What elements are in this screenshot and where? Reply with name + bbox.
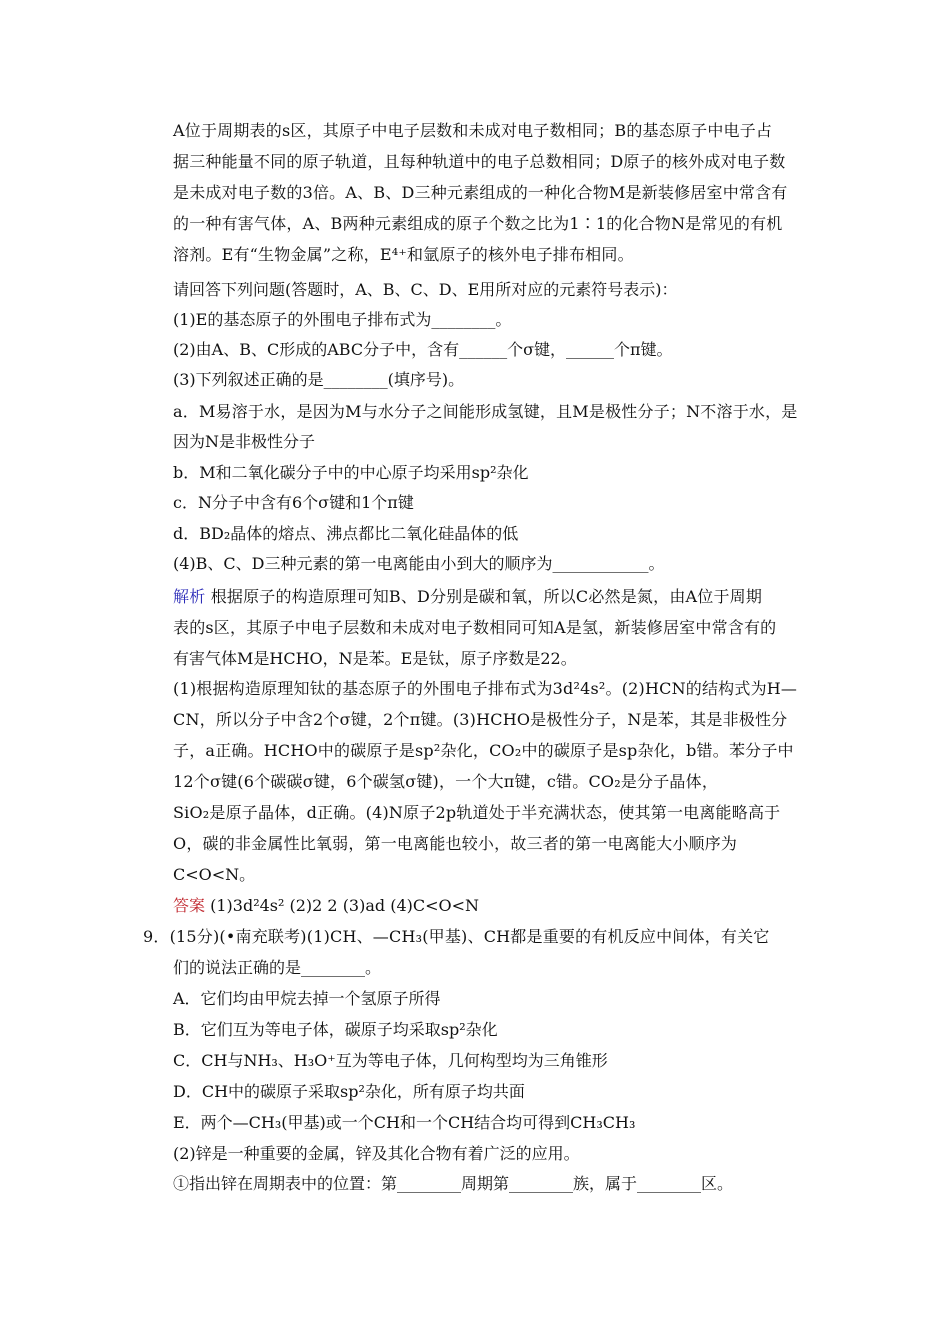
- option-a-line-2: 因为N是非极性分子: [173, 432, 316, 451]
- intro-line-4: 的一种有害气体，A、B两种元素组成的原子个数之比为1∶1的化合物N是常见的有机: [173, 214, 783, 233]
- question-4: (4)B、C、D三种元素的第一电离能由小到大的顺序为____________。: [173, 554, 665, 573]
- intro-line-3: 是未成对电子数的3倍。A、B、D三种元素组成的一种化合物M是新装修居室中常含有: [173, 183, 788, 202]
- q9-option-c: C．CH与NH₃、H₃O⁺互为等电子体，几何构型均为三角锥形: [173, 1051, 608, 1070]
- intro-line-5: 溶剂。E有“生物金属”之称，E⁴⁺和氩原子的核外电子排布相同。: [173, 245, 634, 264]
- question-3: (3)下列叙述正确的是________(填序号)。: [173, 370, 465, 389]
- q9-part-2-sub-1: ①指出锌在周期表中的位置：第________周期第________族，属于________区。: [173, 1174, 734, 1193]
- answer-label: 答案: [173, 896, 206, 915]
- answer-text: (1)3d²4s² (2)2 2 (3)ad (4)C<O<N: [205, 896, 480, 915]
- option-a-line-1: a．M易溶于水，是因为M与水分子之间能形成氢键，且M是极性分子；N不溶于水，是: [173, 402, 798, 421]
- question-1: (1)E的基态原子的外围电子排布式为________。: [173, 310, 512, 329]
- question-2: (2)由A、B、C形成的ABC分子中，含有______个σ键，______个π键。: [173, 340, 673, 359]
- q9-option-d: D．CH中的碳原子采取sp²杂化，所有原子均共面: [173, 1082, 525, 1101]
- q9-option-e: E．两个—CH₃(甲基)或一个CH和一个CH结合均可得到CH₃CH₃: [173, 1113, 636, 1132]
- analysis-line-8: SiO₂是原子晶体，d正确。(4)N原子2p轨道处于半充满状态，使其第一电离能略高于: [173, 803, 781, 822]
- analysis-line-7: 12个σ键(6个碳碳σ键，6个碳氢σ键)，一个大π键，c错。CO₂是分子晶体，: [173, 772, 719, 791]
- option-d: d．BD₂晶体的熔点、沸点都比二氧化硅晶体的低: [173, 524, 519, 543]
- analysis-text-1: 根据原子的构造原理可知B、D分别是碳和氧，所以C必然是氮，由A位于周期: [205, 587, 763, 606]
- option-c: c．N分子中含有6个σ键和1个π键: [173, 493, 414, 512]
- intro-line-1: A位于周期表的s区，其原子中电子层数和未成对电子数相同；B的基态原子中电子占: [173, 121, 773, 140]
- analysis-line-6: 子，a正确。HCHO中的碳原子是sp²杂化，CO₂中的碳原子是sp杂化，b错。苯分子中: [173, 741, 794, 760]
- analysis-line-1: [173, 587, 762, 607]
- analysis-label: 解析: [173, 587, 206, 606]
- analysis-line-5: CN，所以分子中含2个σ键，2个π键。(3)HCHO是极性分子，N是苯，其是非极性分: [173, 710, 788, 729]
- q9-option-a: A．它们均由甲烷去掉一个氢原子所得: [173, 989, 441, 1008]
- analysis-line-3: 有害气体M是HCHO，N是苯。E是钛，原子序数是22。: [173, 649, 577, 668]
- question-9-line-2: 们的说法正确的是________。: [173, 958, 382, 977]
- analysis-line-2: 表的s区，其原子中电子层数和未成对电子数相同可知A是氢，新装修居室中常含有的: [173, 618, 777, 637]
- option-b: b．M和二氧化碳分子中的中心原子均采用sp²杂化: [173, 463, 529, 482]
- analysis-line-4: (1)根据构造原理知钛的基态原子的外围电子排布式为3d²4s²。(2)HCN的结构式为H—: [173, 679, 798, 698]
- q9-option-b: B．它们互为等电子体，碳原子均采取sp²杂化: [173, 1020, 498, 1039]
- instruction-text: 请回答下列问题(答题时，A、B、C、D、E用所对应的元素符号表示)：: [173, 280, 678, 299]
- q9-part-2: (2)锌是一种重要的金属，锌及其化合物有着广泛的应用。: [173, 1144, 580, 1163]
- analysis-line-10: C<O<N。: [173, 865, 256, 884]
- analysis-line-9: O，碳的非金属性比氧弱，第一电离能也较小，故三者的第一电离能大小顺序为: [173, 834, 738, 853]
- question-9-head: 9．(15分)(•南充联考)(1)CH、—CH₃(甲基)、CH都是重要的有机反应中间体，有关它: [143, 927, 770, 946]
- answer-line: [173, 896, 479, 916]
- intro-line-2: 据三种能量不同的原子轨道，且每种轨道中的电子总数相同；D原子的核外成对电子数: [173, 152, 786, 171]
